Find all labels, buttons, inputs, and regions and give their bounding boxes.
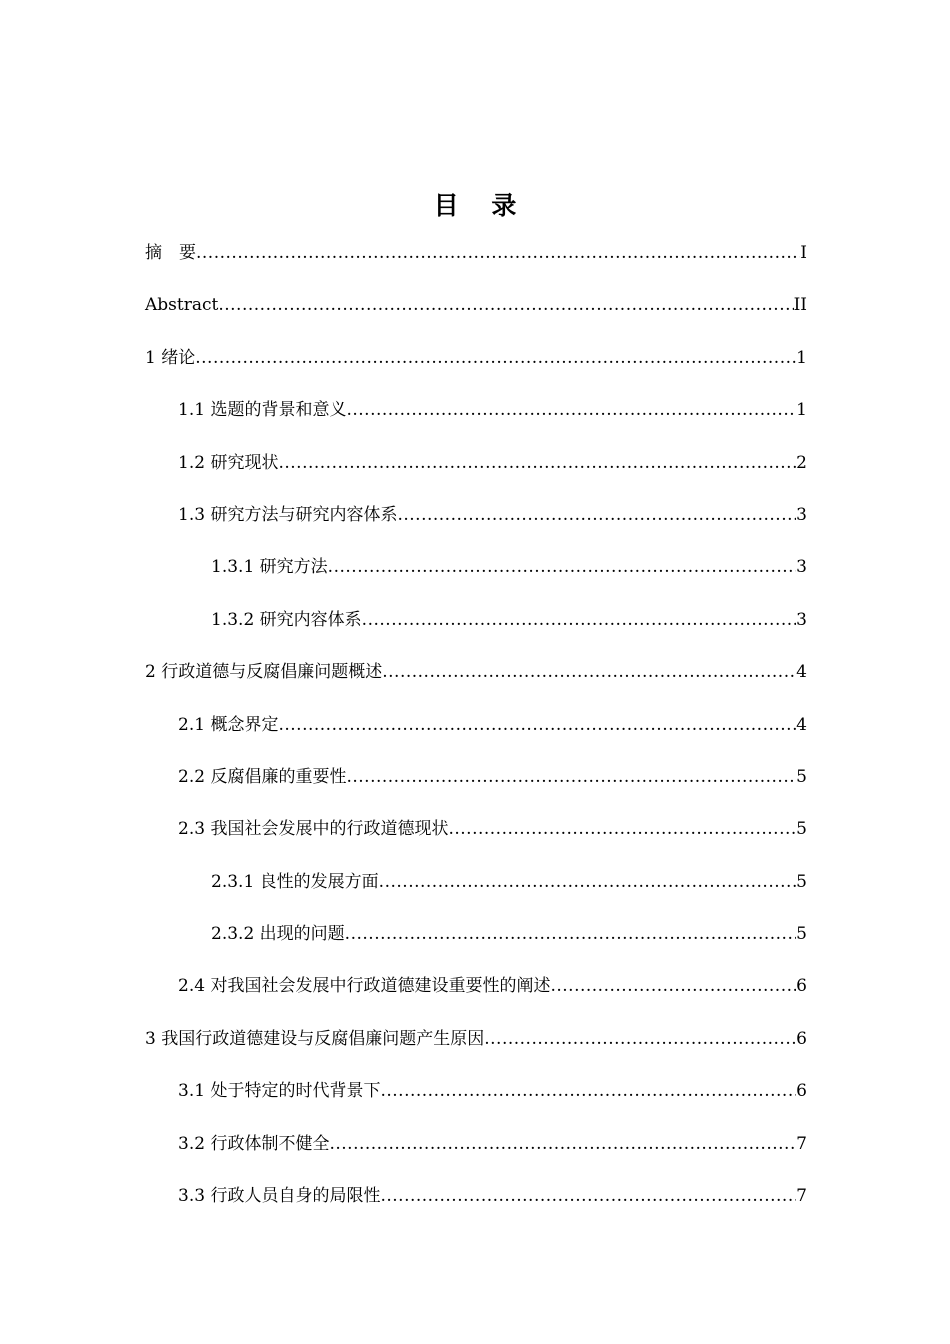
- toc-entry-label: 摘 要: [145, 243, 196, 263]
- toc-entry[interactable]: [145, 764, 807, 816]
- toc-entry[interactable]: [145, 502, 807, 554]
- toc-leader-dots: [379, 869, 797, 895]
- toc-entry-page: 5: [796, 766, 807, 787]
- toc-entry-page: 1: [796, 400, 807, 421]
- toc-entry-label: 3.3 行政人员自身的局限性: [178, 1186, 381, 1207]
- toc-entry-page: 5: [796, 871, 807, 892]
- toc-entry[interactable]: [145, 1078, 807, 1130]
- table-of-contents: [145, 240, 807, 1235]
- toc-entry-page: 4: [796, 714, 807, 735]
- toc-entry[interactable]: [145, 345, 807, 397]
- toc-entry[interactable]: [145, 292, 807, 344]
- toc-entry-page: 6: [796, 976, 807, 997]
- toc-entry-page: 6: [796, 1081, 807, 1102]
- toc-entry[interactable]: [145, 450, 807, 502]
- toc-leader-dots: [550, 973, 796, 999]
- toc-leader-dots: [362, 607, 797, 633]
- toc-entry-page: 3: [796, 504, 807, 525]
- toc-entry-page: 5: [796, 924, 807, 945]
- toc-entry[interactable]: [145, 1131, 807, 1183]
- toc-entry[interactable]: [145, 1026, 807, 1078]
- toc-leader-dots: [328, 554, 797, 580]
- toc-entry-label: 1.3.1 研究方法: [211, 557, 328, 578]
- toc-leader-dots: [195, 345, 796, 371]
- toc-entry[interactable]: [145, 397, 807, 449]
- toc-entry-label: 2.4 对我国社会发展中行政道德建设重要性的阐述: [178, 976, 551, 997]
- toc-entry-page: 6: [796, 1028, 807, 1049]
- toc-entry-page: 1: [796, 347, 807, 368]
- toc-entry[interactable]: [145, 869, 807, 921]
- toc-entry-label: 2 行政道德与反腐倡廉问题概述: [145, 662, 383, 683]
- toc-leader-dots: [382, 659, 796, 685]
- toc-entry-label: 3 我国行政道德建设与反腐倡廉问题产生原因: [145, 1028, 485, 1049]
- toc-entry[interactable]: [145, 240, 807, 292]
- toc-entry-label: 3.2 行政体制不健全: [178, 1133, 330, 1154]
- toc-entry[interactable]: [145, 712, 807, 764]
- toc-entry-label: 1.3 研究方法与研究内容体系: [178, 504, 398, 525]
- toc-leader-dots: [346, 397, 796, 423]
- toc-leader-dots: [278, 712, 796, 738]
- toc-entry-label: 1.3.2 研究内容体系: [211, 609, 362, 630]
- toc-entry-page: II: [793, 295, 807, 316]
- toc-entry-label: 1.2 研究现状: [178, 452, 279, 473]
- toc-leader-dots: [278, 450, 796, 476]
- toc-entry-label: 3.1 处于特定的时代背景下: [178, 1081, 381, 1102]
- toc-entry-label: 1 绪论: [145, 347, 196, 368]
- toc-entry-label: 1.1 选题的背景和意义: [178, 400, 347, 421]
- toc-entry[interactable]: [145, 1183, 807, 1235]
- toc-entry-label: 2.2 反腐倡廉的重要性: [178, 766, 347, 787]
- toc-entry-label: 2.3.2 出现的问题: [211, 924, 345, 945]
- toc-entry-label: 2.3 我国社会发展中的行政道德现状: [178, 819, 449, 840]
- toc-leader-dots: [345, 921, 797, 947]
- toc-entry-page: 7: [796, 1133, 807, 1154]
- toc-leader-dots: [380, 1183, 796, 1209]
- toc-leader-dots: [448, 816, 796, 842]
- toc-leader-dots: [196, 240, 800, 266]
- toc-leader-dots: [218, 292, 793, 318]
- toc-entry[interactable]: [145, 921, 807, 973]
- toc-entry-page: 3: [796, 609, 807, 630]
- toc-entry-page: 5: [796, 819, 807, 840]
- toc-leader-dots: [346, 764, 796, 790]
- toc-leader-dots: [397, 502, 796, 528]
- toc-title: 目 录: [433, 191, 529, 220]
- toc-entry[interactable]: [145, 554, 807, 606]
- toc-entry[interactable]: [145, 607, 807, 659]
- toc-leader-dots: [329, 1131, 796, 1157]
- toc-leader-dots: [484, 1026, 796, 1052]
- toc-entry-page: 4: [796, 662, 807, 683]
- toc-entry[interactable]: [145, 659, 807, 711]
- toc-entry-label: 2.3.1 良性的发展方面: [211, 871, 379, 892]
- toc-entry-label: Abstract: [145, 295, 219, 316]
- toc-entry-label: 2.1 概念界定: [178, 714, 279, 735]
- toc-leader-dots: [380, 1078, 796, 1104]
- toc-entry[interactable]: [145, 816, 807, 868]
- toc-entry-page: 3: [796, 557, 807, 578]
- toc-entry[interactable]: [145, 973, 807, 1025]
- toc-entry-page: I: [800, 243, 807, 263]
- toc-entry-page: 7: [796, 1186, 807, 1207]
- toc-entry-page: 2: [796, 452, 807, 473]
